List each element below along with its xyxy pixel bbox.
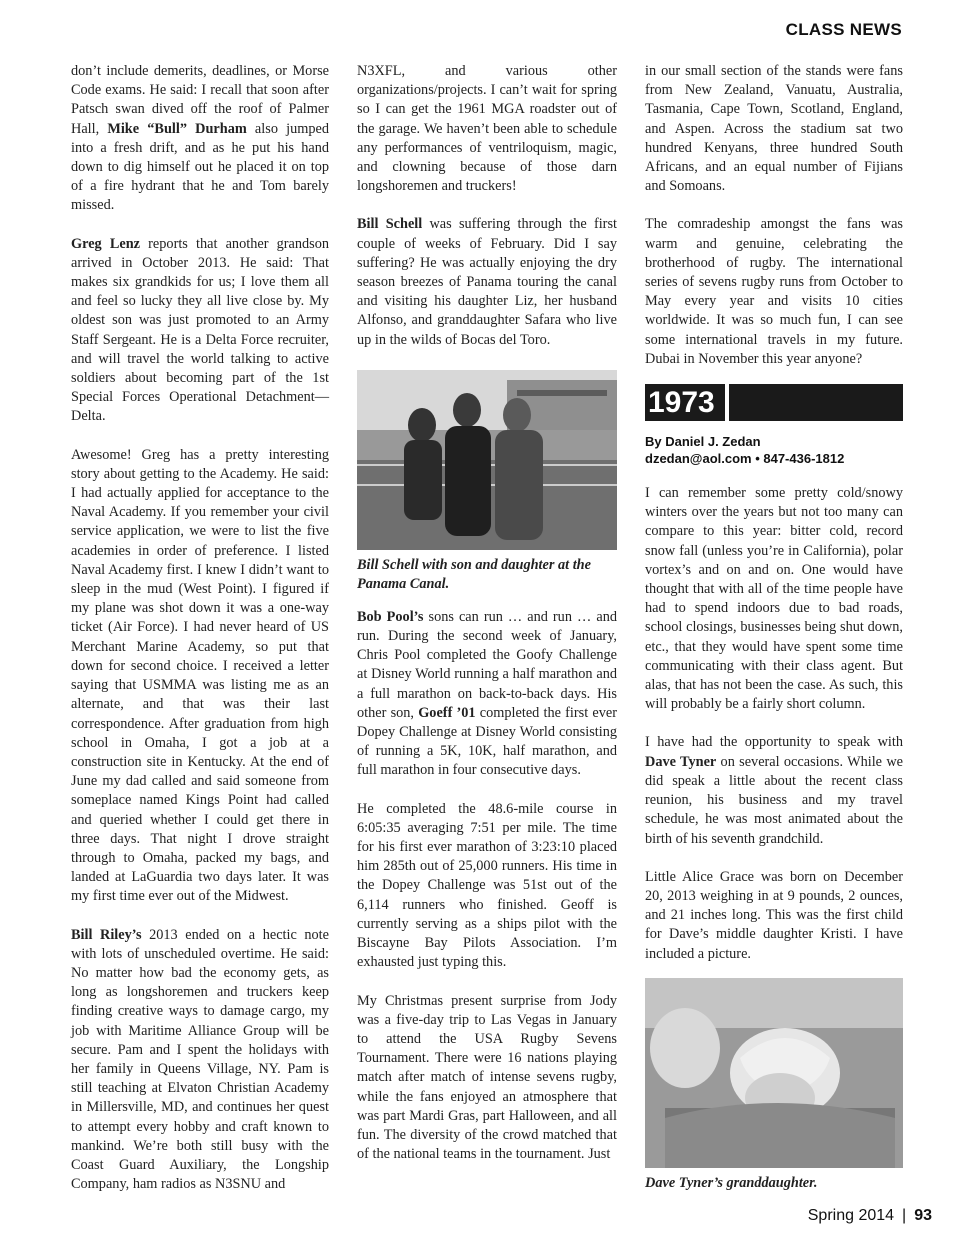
paragraph: He completed the 48.6-mile course in 6:05:35 averaging 7:51 per mile. The time for his first ever marathon of 3:23:10 placed him 285th out of 25,000 runners. His time in the Dopey Challenge was 51st out of the 6,114 runners who finished. Geoff is currently serving as a ships pilot with the Biscayne Bay Pilots Association. I’m exhausted just typing this. bbox=[357, 800, 617, 971]
paragraph: I can remember some pretty cold/snowy winters over the years but not too many can compare to this year: bitter cold, record snow fall (unless you’re in California), polar vortex’s and on and on. One would have thought that with all of the time people have had to spend indoors due to bad roads, school closings, businesses being shut down, etc., that they would have spent some time communicating with their class agent. But alas, that has not been the case. As such, this will probably be a fairly short column. bbox=[645, 485, 903, 713]
paragraph: N3XFL, and various other organizations/projects. I can’t wait for spring so I can get the 1961 MGA roadster out of the garage. We haven’t been able to schedule any performances of ventriloquism, magic, and clowning because of those darn longshoremen and truckers! bbox=[357, 63, 617, 195]
photo-caption: Bill Schell with son and daughter at the Panama Canal. bbox=[357, 556, 591, 592]
section-header: CLASS NEWS bbox=[785, 20, 902, 39]
panama-canal-photo bbox=[357, 370, 617, 550]
person-name: Bob Pool’s bbox=[357, 608, 424, 625]
granddaughter-photo bbox=[645, 978, 903, 1168]
person-name: Bill Riley’s bbox=[71, 926, 142, 943]
class-year: 1973 bbox=[645, 384, 725, 421]
paragraph: I have had the opportunity to speak with Dave Tyner on several occasions. While we did speak a little about the recent class reunion, his business and my travel schedule, he was most animated about the birth of his seventh grandchild. bbox=[645, 734, 903, 847]
page-number: 93 bbox=[914, 1207, 932, 1224]
footer-separator: | bbox=[902, 1207, 907, 1224]
class-year-banner bbox=[645, 384, 903, 421]
person-name: Greg Lenz bbox=[71, 235, 141, 252]
person-name: Dave Tyner bbox=[645, 753, 717, 770]
byline-name: By Daniel J. Zedan bbox=[645, 434, 761, 450]
paragraph: Greg Lenz reports that another grandson arrived in October 2013. He said: That makes six grandkids for us; I love them all and feel so lucky they all live close by. My oldest son was just promoted to an Army Staff Sergeant. He is a Delta Force recruiter, and will travel the world talking to active soldiers about becoming part of the 1st Special Forces Operational Detachment—Delta. bbox=[71, 235, 329, 425]
photo-caption: Dave Tyner’s granddaughter. bbox=[645, 1174, 818, 1191]
person-name: Goeff ’01 bbox=[418, 704, 476, 721]
paragraph: Bill Schell was suffering through the first couple of weeks of February. Did I say suffering? He was actually enjoying the dry season breezes of Panama touring the canal and visiting his daughter Liz, her husband Alfonso, and granddaughter Safara who live up in the wilds of Bocas del Toro. bbox=[357, 216, 617, 348]
paragraph: Little Alice Grace was born on December 20, 2013 weighing in at 9 pounds, 2 ounces, and 21 inches long. This was the first child for Dave’s middle daughter Kristi. I have included a picture. bbox=[645, 868, 903, 962]
issue-label: Spring 2014 bbox=[807, 1207, 895, 1224]
person-name: Mike “Bull” Durham bbox=[107, 120, 247, 137]
person-name: Bill Schell bbox=[357, 216, 423, 233]
byline-contact: dzedan@aol.com • 847-436-1812 bbox=[645, 451, 845, 467]
column-1 bbox=[71, 62, 329, 1194]
paragraph: Bob Pool’s sons can run … and run … and run. During the second week of January, Chris Pool completed the Goofy Challenge at Disney World running a half marathon and a full marathon on back-to-back days. His other son, Goeff ’01 completed the first ever Dopey Challenge at Disney World consisting of running a 5K, 10K, half marathon, and full marathon in four consecutive days. bbox=[357, 608, 617, 779]
paragraph: in our small section of the stands were fans from New Zealand, Vanuatu, Australia, Tasmania, Cape Town, Scotland, England, and Aspen. Across the stadium sat two hundred Kenyans, three hundred South Africans, and an equal number of Fijians and Somoans. bbox=[645, 63, 903, 195]
paragraph: don’t include demerits, deadlines, or Morse Code exams. He said: I recall that soon after Patsch swan dived off the roof of Palmer Hall, Mike “Bull” Durham also jumped into a fresh drift, and as he put his hand down to dig himself out he placed it on top of a fire hydrant that he and Tom barely missed. bbox=[71, 63, 329, 214]
paragraph: Bill Riley’s 2013 ended on a hectic note with lots of unscheduled overtime. He said: No matter how bad the economy gets, as long as longshoremen and truckers keep finding creative ways to damage cargo, my job with Maritime Alliance Group will be secure. Pam and I spent the holidays with her family in Queens Village, NY. Pam is still teaching at Elvaton Christian Academy in Millersville, MD, and continues her quest to attempt every hobby and craft known to mankind. We’re both still busy with the Coast Guard Auxiliary, the Longship Company, ham radios as N3SNU and bbox=[71, 926, 329, 1193]
paragraph: The comradeship amongst the fans was warm and genuine, celebrating the brotherhood of rugby. The international series of sevens rugby runs from October to May every year and visits 10 cities worldwide. It was so much fun, I can see some international travels in my future. Dubai in November this year anyone? bbox=[645, 216, 903, 367]
page-footer bbox=[808, 1207, 932, 1225]
byline bbox=[645, 433, 903, 467]
paragraph: My Christmas present surprise from Jody was a five-day trip to Las Vegas in January to attend the USA Rugby Sevens Tournament. There were 16 nations playing match after match of intense sevens rugby, while the fans enjoyed an atmosphere that was part Mardi Gras, part Halloween, and all fun. The diversity of the crowd matched that of the national teams in the tournament. Just bbox=[357, 992, 617, 1163]
column-3 bbox=[645, 62, 903, 1207]
paragraph: Awesome! Greg has a pretty interesting story about getting to the Academy. He said: I had actually applied for acceptance to the Naval Academy. If you remember your civil service application, we were to list the five academies in order of preference. I listed Naval Academy first. I knew I didn’t want to sleep in the mud (West Point). I figured if my plane was shot down it was a one-way ticket (Air Force). I had never heard of US Merchant Marine Academy, so put that down for second choice. I received a letter saying that USMMA was listing me as an alternate, and that was their last correspondence. After graduation from high school in Omaha, I got a job at a construction site in Kentucky. At the end of June my dad called and said someone from someplace named Kings Point had called and queried whether I could get there in three days. That night I drove straight through to Omaha, packed my bags, and landed at LaGuardia two days later. It was my first time ever out of the Midwest. bbox=[71, 446, 329, 905]
column-2 bbox=[357, 62, 617, 1164]
